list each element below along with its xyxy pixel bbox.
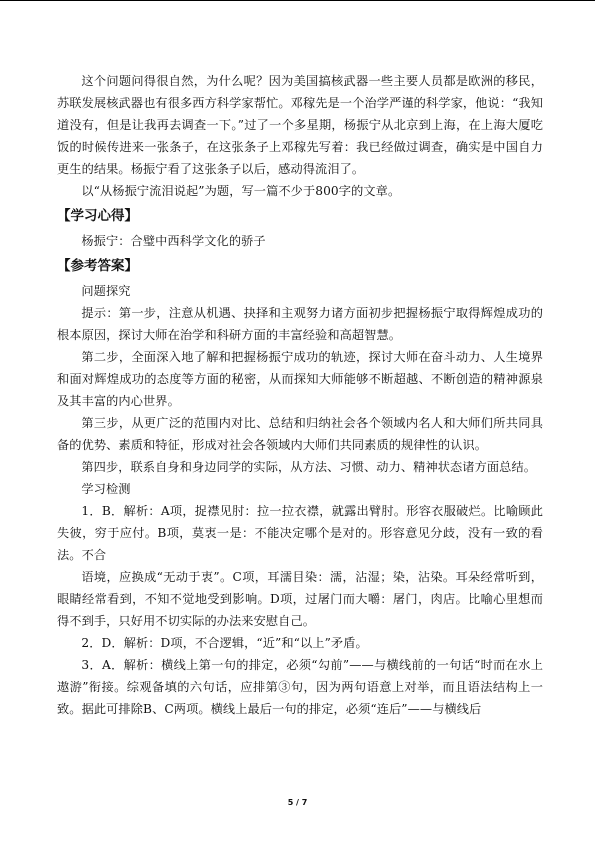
intro-paragraph: 这个问题问得很自然，为什么呢？因为美国搞核武器一些主要人员都是欧洲的移民，苏联发展核武器也有很多西方科学家帮忙。邓稼先是一个治学严谨的科学家，他说：“我知道没有，但是让我再去调查一下。”过了一个多星期，杨振宁从北京到上海，在上海大厦吃饭的时候传进来一张条子，在这张条子上邓稼先写着：我已经做过调查，确实是中国自力更生的结果。杨振宁看了这张条子以后，感动得流泪了。 [57, 74, 543, 176]
document-body [57, 70, 543, 720]
answer-paragraph: 3．A．解析：横线上第一句的排定，必须“勾前”——与横线前的一句话“时而在水上遨游”衔接。综观备填的六句话，应排第③句，因为两句语意上对举，而且语法结构上一致。据此可排除B、C两项。横线上最后一句的排定，必须“连后”——与横线后 [57, 658, 543, 716]
answer-paragraph: 2．D．解析：D项，不合逻辑，“近”和“以上”矛盾。 [81, 636, 368, 650]
study-notes-heading: 【学习心得】 [57, 208, 138, 224]
writing-prompt: 以“从杨振宁流泪说起”为题，写一篇不少于800字的文章。 [81, 184, 401, 198]
answer-paragraph: 第三步，从更广泛的范围内对比、总结和归纳社会各个领域内名人和大师们所共同具备的优势、素质和特征，形成对社会各领域内大师们共同素质的规律性的认识。 [57, 416, 543, 452]
answers-heading: 【参考答案】 [57, 258, 138, 274]
top-rule [0, 0, 595, 1]
study-notes-text: 杨振宁：合璧中西科学文化的骄子 [81, 234, 266, 248]
answer-paragraph: 第二步，全面深入地了解和把握杨振宁成功的轨迹，探讨大师在奋斗动力、人生境界和面对辉煌成功的态度等方面的秘密，从而探知大师能够不断超越、不断创造的精神源泉及其丰富的内心世界。 [57, 350, 543, 408]
answer-paragraph: 1．B．解析：A项，捉襟见肘：拉一拉衣襟，就露出臂肘。形容衣服破烂。比喻顾此失彼，穷于应付。B项，莫衷一是：不能决定哪个是对的。形容意见分歧，没有一致的看法。不合 [57, 504, 543, 562]
answer-paragraph: 提示：第一步，注意从机遇、抉择和主观努力诸方面初步把握杨振宁取得辉煌成功的根本原因，探讨大师在治学和科研方面的丰富经验和高超智慧。 [57, 306, 543, 342]
page-number: 5 / 7 [287, 798, 308, 807]
answer-subheading-test: 学习检测 [81, 482, 131, 496]
answer-subheading-inquiry: 问题探究 [81, 284, 131, 298]
answer-paragraph: 语境，应换成“无动于衷”。C项，耳濡目染：濡，沾湿；染，沾染。耳朵经常听到，眼睛经常看到，不知不觉地受到影响。D项，过屠门而大嚼：屠门，肉店。比喻心里想而得不到手，只好用不切实际的办法来安慰自己。 [57, 570, 543, 628]
answer-paragraph: 第四步，联系自身和身边同学的实际，从方法、习惯、动力、精神状态诸方面总结。 [81, 460, 537, 474]
